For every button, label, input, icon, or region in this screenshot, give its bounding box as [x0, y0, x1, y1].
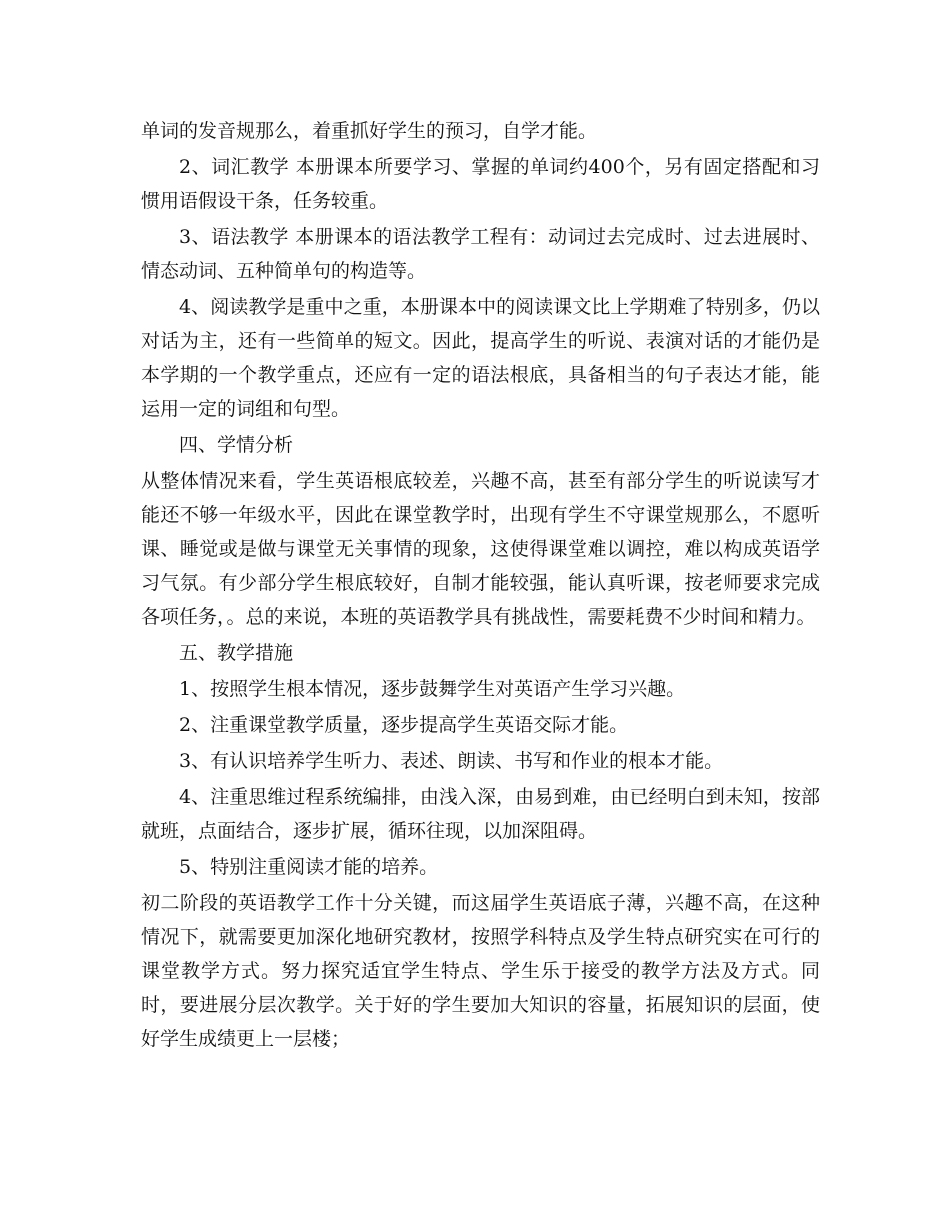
list-item-measure-3: 3、有认识培养学生听力、表述、朗读、书写和作业的根本才能。: [179, 750, 724, 772]
paragraph-pronunciation: 单词的发音规那么，着重抓好学生的预习，自学才能。: [141, 120, 598, 142]
paragraph-vocabulary: 2、词汇教学 本册课本所要学习、掌握的单词约400个，另有固定搭配和习惯用语假设干条，任务较重。: [141, 156, 820, 212]
paragraph-grade-two-teaching: 初二阶段的英语教学工作十分关键，而这届学生英语底子薄，兴趣不高，在这种情况下，就需要更加深化地研究教材，按照学科特点及学生特点研究实在可行的课堂教学方式。努力探究适宜学生特点、学生乐于接受的教学方法及方式。同时，要进展分层次教学。关于好的学生要加大知识的容量，拓展知识的层面，使好学生成绩更上一层楼；: [141, 892, 820, 1050]
paragraph-student-analysis: 从整体情况来看，学生英语根底较差，兴趣不高，甚至有部分学生的听说读写才能还不够一年级水平，因此在课堂教学时，出现有学生不守课堂规那么，不愿听课、睡觉或是做与课堂无关事情的现象，这使得课堂难以调控，难以构成英语学习气氛。有少部分学生根底较好，自制才能较强，能认真听课，按老师要求完成各项任务，。总的来说，本班的英语教学具有挑战性，需要耗费不少时间和精力。: [141, 470, 820, 628]
list-item-measure-1: 1、按照学生根本情况，逐步鼓舞学生对英语产生学习兴趣。: [179, 678, 686, 700]
paragraph-grammar: 3、语法教学 本册课本的语法教学工程有：动词过去完成时、过去进展时、情态动词、五种简单句的构造等。: [141, 226, 820, 282]
list-item-measure-4: 4、注重思维过程系统编排，由浅入深，由易到难，由已经明白到未知，按部就班，点面结合，逐步扩展，循环往现，以加深阻碍。: [141, 786, 820, 842]
list-item-measure-2: 2、注重课堂教学质量，逐步提高学生英语交际才能。: [179, 714, 629, 736]
heading-teaching-measures: 五、教学措施: [179, 642, 294, 664]
heading-student-analysis: 四、学情分析: [179, 434, 294, 456]
list-item-measure-5: 5、特别注重阅读才能的培养。: [179, 856, 439, 878]
paragraph-reading: 4、阅读教学是重中之重，本册课本中的阅读课文比上学期难了特别多，仍以对话为主，还有一些简单的短文。因此，提高学生的听说、表演对话的才能仍是本学期的一个教学重点，还应有一定的语法根底，具备相当的句子表达才能，能运用一定的词组和句型。: [141, 296, 820, 420]
